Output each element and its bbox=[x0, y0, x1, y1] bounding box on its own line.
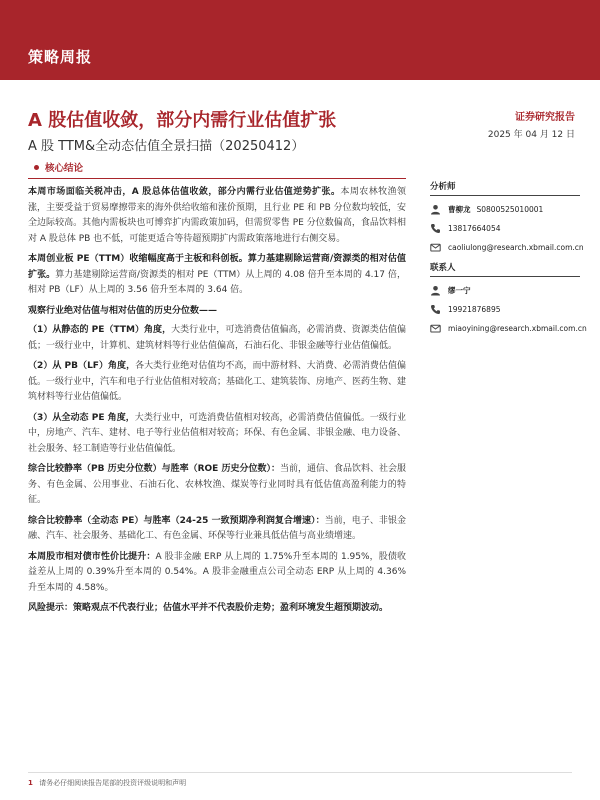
author-sidebar bbox=[430, 180, 587, 342]
analyst-heading: 分析师 bbox=[430, 180, 580, 196]
bullet-icon bbox=[34, 165, 39, 170]
paragraph-4 bbox=[28, 323, 406, 354]
paragraph-9-lead: 本周股市相对债市性价比提升： bbox=[28, 551, 156, 562]
paragraph-3 bbox=[28, 304, 406, 320]
header-band-label: 策略周报 bbox=[28, 48, 93, 66]
paragraph-8 bbox=[28, 514, 406, 545]
paragraph-2 bbox=[28, 252, 406, 299]
report-title: A 股估值收敛，部分内需行业估值扩张 bbox=[28, 110, 337, 131]
paragraph-7-body: 当前，通信、食品饮料、社会服务、有色金属、公用事业、石油石化、农林牧渔、煤炭等行业同时具有低估值高盈利能力的特征。 bbox=[28, 464, 406, 505]
contact-email[interactable]: miaoyining@research.xbmail.com.cn bbox=[448, 324, 587, 333]
report-date: 2025 年 04 月 12 日 bbox=[487, 130, 575, 140]
section-header bbox=[28, 160, 406, 179]
email-icon bbox=[430, 323, 441, 334]
contact-heading: 联系人 bbox=[430, 261, 580, 277]
paragraph-5-lead: （2）从 PB（LF）角度， bbox=[28, 361, 136, 371]
paragraph-5-body: 各大类行业绝对估值均不高，而中游材料、大消费、必需消费估值偏低。一级行业中，汽车和电子行业估值相对较高；基础化工、建筑装饰、房地产、医药生物、建筑材料等行业估值偏低。 bbox=[28, 361, 407, 402]
footer-note: 请务必仔细阅读报告尾部的投资评级说明和声明 bbox=[39, 779, 187, 787]
contact-name-row bbox=[430, 285, 580, 296]
contact-email-row bbox=[430, 323, 587, 334]
analyst-phone-row bbox=[430, 223, 580, 234]
person-icon bbox=[430, 204, 441, 215]
paragraph-1 bbox=[28, 185, 406, 247]
paragraph-8-body: 当前，电子、非银金融、汽车、社会服务、基础化工、有色金属、环保等行业兼具低估值与高业绩增速。 bbox=[28, 515, 406, 541]
section-title: 核心结论 bbox=[45, 163, 84, 174]
email-icon bbox=[430, 242, 441, 253]
paragraph-3-lead: 观察行业绝对估值与相对估值的历史分位数—— bbox=[28, 305, 218, 316]
paragraph-2-lead: 本周创业板 PE（TTM）收缩幅度高于主板和科创板。算力基建剔除运营商/资源类的相对估值扩张。 bbox=[28, 254, 406, 280]
paragraph-9 bbox=[28, 550, 406, 597]
paragraph-7 bbox=[28, 462, 406, 509]
main-content bbox=[28, 160, 406, 622]
risk-warning-text: 风险提示：策略观点不代表行业；估值水平并不代表股价走势；盈利环境发生超预期波动。 bbox=[28, 603, 389, 613]
phone-icon bbox=[430, 223, 441, 234]
analyst-email[interactable]: caoliulong@research.xbmail.com.cn bbox=[448, 243, 584, 252]
page-number: 1 bbox=[28, 779, 33, 787]
paragraph-4-lead: （1）从静态的 PE（TTM）角度， bbox=[28, 325, 172, 335]
report-subtitle: A 股 TTM&全动态估值全景扫描（20250412） bbox=[28, 139, 305, 154]
paragraph-6-lead: （3）从全动态 PE 角度， bbox=[28, 412, 135, 423]
paragraph-9-body: A 股非金融 ERP 从上周的 1.75%升至本周的 1.95%，股债收益差从上周的 0.39%升至本周的 0.54%。A 股非金融重点公司全动态 ERP 从上周的 4.36%升至本周的 4.58%。 bbox=[28, 551, 406, 593]
analyst-phone: 13817664054 bbox=[448, 224, 501, 233]
page-footer bbox=[28, 778, 186, 788]
phone-icon bbox=[430, 304, 441, 315]
analyst-name-row bbox=[430, 204, 580, 215]
contact-phone-row bbox=[430, 304, 580, 315]
analyst-email-row bbox=[430, 242, 584, 253]
analyst-cert: S0800525010001 bbox=[476, 205, 544, 214]
contact-name: 缪一宁 bbox=[448, 286, 471, 295]
paragraph-7-lead: 综合比较静率（PB 历史分位数）与胜率（ROE 历史分位数）： bbox=[28, 464, 280, 474]
risk-warning bbox=[28, 601, 406, 617]
paragraph-1-body: 本周农林牧渔领涨，主要受益于贸易摩擦带来的海外供给收缩和涨价预期，且行业 PE 和 PB 分位数均较低，安全边际较高。其他内需板块也可博弈扩内需政策加码，但需贸零售 PE 分位数偏高，食品饮料相对 A 股总体 PB 也不低，可能更适合等待超预期扩内需政策落地进行右侧交易。 bbox=[28, 187, 406, 244]
paragraph-5 bbox=[28, 359, 406, 406]
paragraph-2-body: 算力基建剔除运营商/资源类的相对 PE（TTM）从上周的 4.08 倍升至本周的 4.17 倍，相对 PB（LF）从上周的 3.56 倍升至本周的 3.64 倍。 bbox=[28, 269, 406, 295]
contact-phone: 19921876895 bbox=[448, 305, 501, 314]
paragraph-8-lead: 综合比较静率（全动态 PE）与胜率（24-25 一致预期净利润复合增速）： bbox=[28, 515, 325, 526]
paragraph-1-lead: 本周市场面临关税冲击，A 股总体估值收敛，部分内需行业估值逆势扩张。 bbox=[28, 187, 341, 197]
footer-divider bbox=[28, 772, 572, 773]
paragraph-6-body: 大类行业中，可选消费估值相对较高，必需消费估值偏低。一级行业中，房地产、汽车、建材、电子等行业估值相对较高；环保、有色金属、非银金融、电力设备、社会服务、轻工制造等行业估值偏低。 bbox=[28, 412, 407, 454]
paragraph-4-body: 大类行业中，可选消费估值偏高，必需消费、资源类估值偏低；一级行业中，计算机、建筑材料等行业估值偏高，石油石化、非银金融等行业估值偏低。 bbox=[28, 325, 406, 351]
person-icon bbox=[430, 285, 441, 296]
analyst-name: 曹柳龙 bbox=[448, 205, 471, 214]
report-type: 证券研究报告 bbox=[515, 112, 575, 123]
header-band bbox=[0, 0, 600, 80]
paragraph-6 bbox=[28, 411, 406, 458]
